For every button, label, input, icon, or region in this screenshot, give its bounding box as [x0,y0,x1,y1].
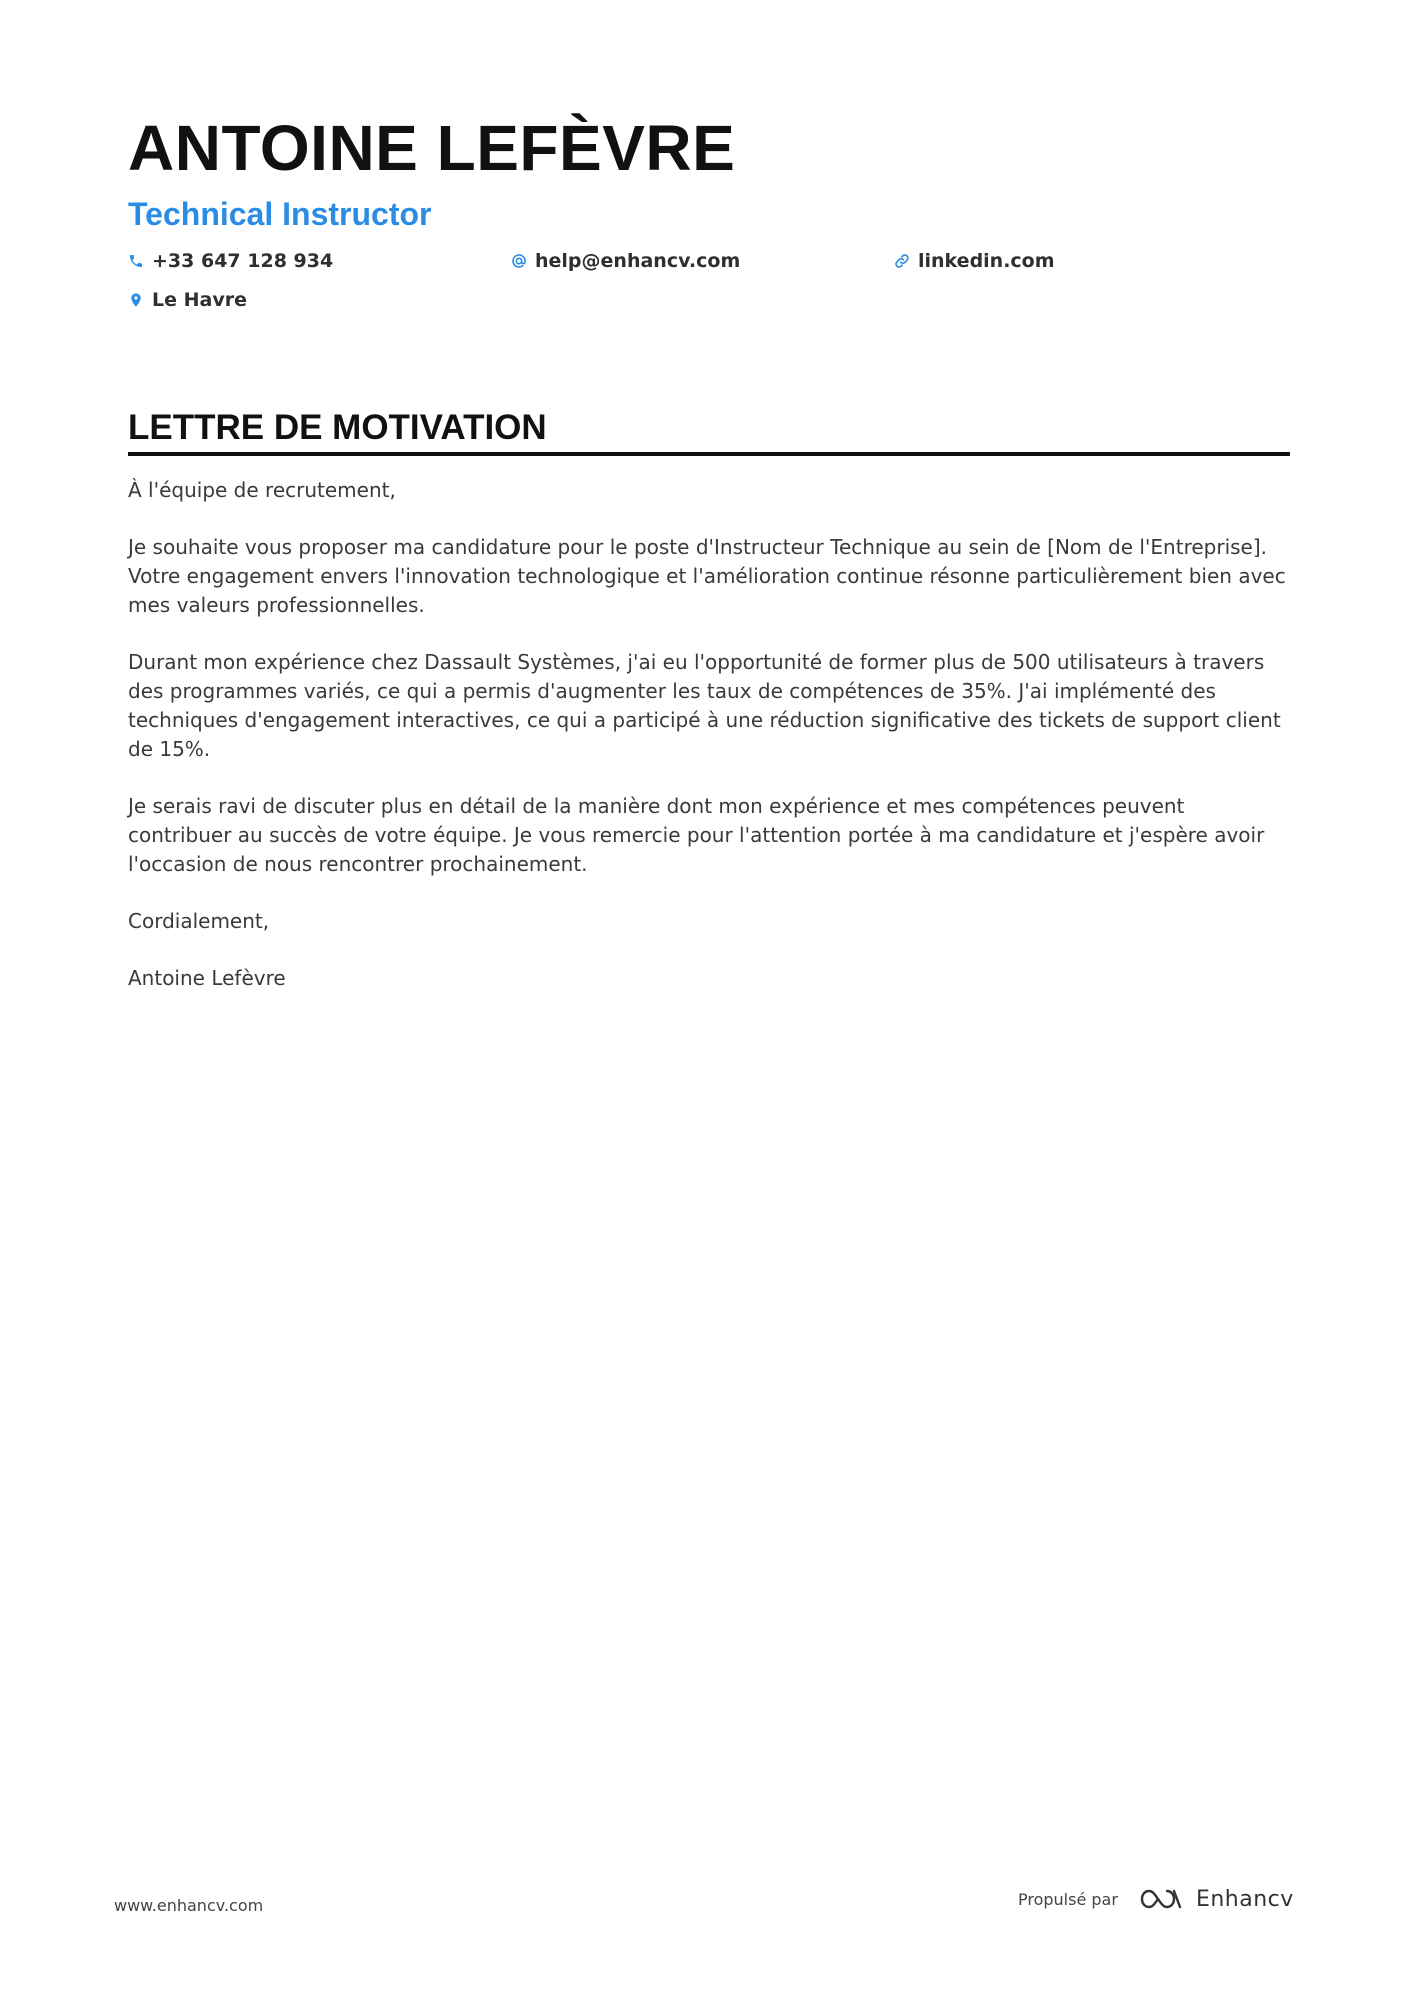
letter-salutation: À l'équipe de recrutement, [128,478,396,502]
candidate-role: Technical Instructor [128,196,432,232]
location-text: Le Havre [152,289,247,311]
contact-location [128,287,247,313]
location-pin-icon [128,292,144,308]
linkedin-text: linkedin.com [918,250,1055,272]
contact-phone [128,248,333,274]
footer-website[interactable]: www.enhancv.com [114,1896,264,1915]
section-title: LETTRE DE MOTIVATION [128,408,547,447]
link-icon [894,253,910,269]
phone-icon [128,253,144,269]
candidate-name: ANTOINE LEFÈVRE [128,112,736,184]
contact-email[interactable] [511,248,740,274]
letter-signature: Antoine Lefèvre [128,966,286,990]
email-text: help@enhancv.com [535,250,741,272]
letter-body [128,476,1290,993]
contact-info [128,244,1290,334]
brand-logo[interactable] [1138,1886,1294,1912]
footer-powered [1018,1886,1294,1912]
cover-letter-page [128,110,1290,1021]
section-divider [128,452,1290,456]
letter-paragraph: Je serais ravi de discuter plus en détail de la manière dont mon expérience et mes compétences peuvent contribuer au succès de votre équipe. Je vous remercie pour l'attention portée à ma candidature et j'espère avoir l'occasion de nous rencontrer prochainement. [128,794,1265,876]
contact-linkedin[interactable] [894,248,1055,274]
letter-paragraph: Durant mon expérience chez Dassault Systèmes, j'ai eu l'opportunité de former plus de 500 utilisateurs à travers des programmes variés, ce qui a permis d'augmenter les taux de compétences de 35%. J'ai implémenté des techniques d'engagement interactives, ce qui a participé à une réduction significative des tickets de support client de 15%. [128,650,1281,761]
letter-paragraph: Je souhaite vous proposer ma candidature pour le poste d'Instructeur Technique au sein de [Nom de l'Entreprise]. Votre engagement envers l'innovation technologique et l'amélioration continue résonne particulièrement bien avec mes valeurs professionnelles. [128,535,1286,617]
enhancv-logo-icon [1138,1886,1184,1912]
brand-name: Enhancv [1195,1886,1294,1912]
powered-by-text: Propulsé par [1018,1889,1118,1909]
at-icon [511,253,527,269]
letter-closing: Cordialement, [128,909,270,933]
phone-text: +33 647 128 934 [152,250,334,272]
